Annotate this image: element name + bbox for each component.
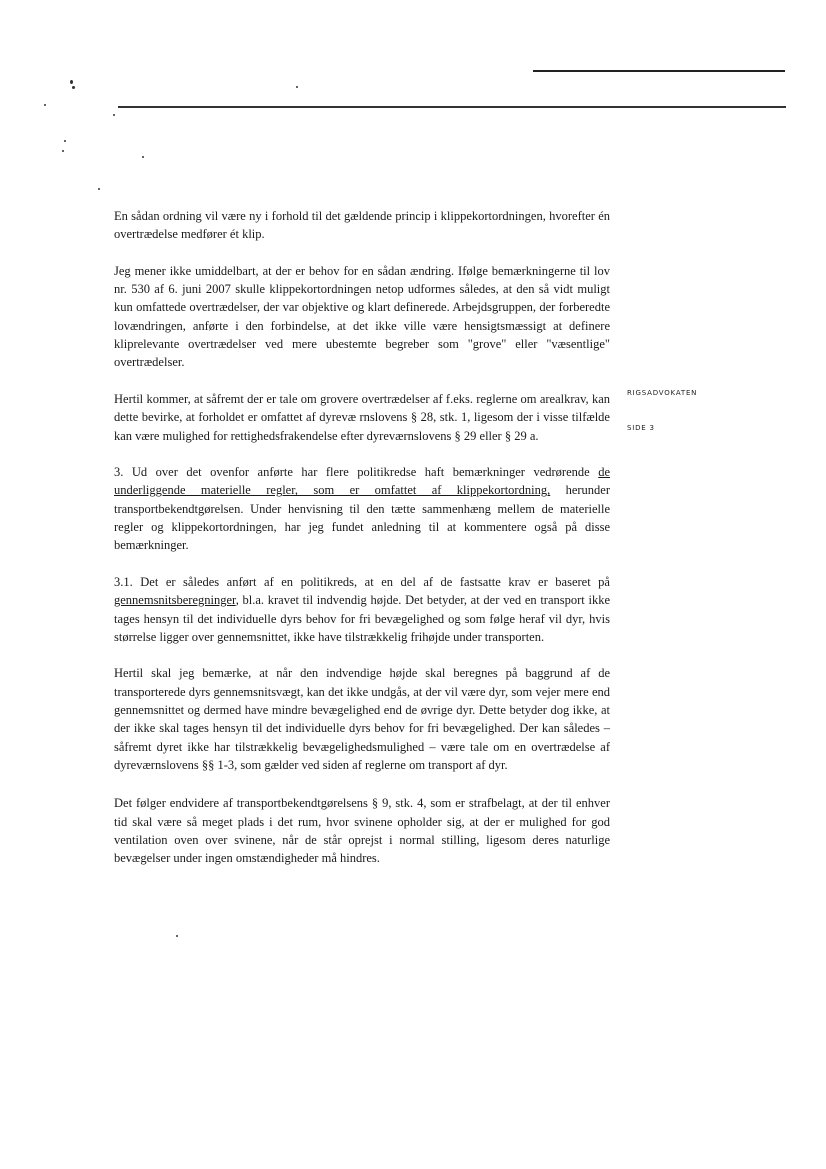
paragraph-5-text: 3.1. Det er således anført af en politikreds, at en del af de fastsatte krav er baseret på <box>114 574 610 589</box>
scan-speck <box>176 935 178 937</box>
scan-speck <box>296 86 298 88</box>
paragraph-7: Det følger endvidere af transportbekendtgørelsens § 9, stk. 4, som er strafbelagt, at der til enhver tid skal være så meget plads i det rum, hvor svinene opholder sig, at der er mulighed for god ventilation oven over svinene, når de står oprejst i normal stilling, ligesom deres naturlige bevægelser under ingen omstændigheder må hindres. <box>114 796 610 866</box>
paragraph-3: Hertil kommer, at såfremt der er tale om grovere overtrædelser af f.eks. reglerne om arealkrav, kan dette bevirke, at forholdet er omfattet af dyrevæ rnslovens § 28, stk. 1, ligesom der i visse tilfælde kan være mulighed for rettighedsfrakendelse efter dyreværnslovens § 29 eller § 29 a. <box>114 391 610 443</box>
paragraph-5-underlined: gennemsnitsberegninger <box>114 593 236 608</box>
header-rule-long <box>118 106 786 108</box>
sender-organization: RIGSADVOKATEN <box>627 389 698 397</box>
paragraph-4-underlined: de underliggende materielle regler, som er omfattet af klippekortordning, <box>114 465 610 498</box>
scan-speck <box>98 188 100 190</box>
scan-speck <box>142 156 144 158</box>
paragraph-4 <box>114 463 610 554</box>
scan-speck <box>113 114 115 116</box>
paragraph-2: Jeg mener ikke umiddelbart, at der er behov for en sådan ændring. Ifølge bemærkningerne til lov nr. 530 af 6. juni 2007 skulle klippekortordningen netop udformes således, at den så vidt muligt kun omfattede overtrædelser, der var objektive og klart definerede. Arbejdsgruppen, der forberedte lovændringen, anførte i den forbindelse, at det ikke ville være hensigtsmæssigt at definere kliprelevante overtrædelser ved mere ubestemte begreber som "grove" eller "væsentlige" overtrædelser. <box>114 263 610 370</box>
letter-body <box>114 207 610 886</box>
page-number: SIDE 3 <box>627 424 655 432</box>
paragraph-5-text-end: , bl.a. kravet til indvendig højde. Det betyder, at der ved en transport ikke tages hensyn til det individuelle dyrs behov for fri bevægelighed og som følge heraf vil dyr, hvis størrelse ligger over gennemsnittet, ikke have tilstrækkelig frihøjde under transporten. <box>114 593 610 644</box>
paragraph-6: Hertil skal jeg bemærke, at når den indvendige højde skal beregnes på baggrund af de transporterede dyrs gennemsnitsvægt, kan det ikke undgås, at der vil være dyr, som vejer mere end gennemsnittet og dermed have mindre bevægelighed end de øvrige dyr. Dette betyder dog ikke, at der ikke skal tages hensyn til det individuelle dyrs behov for fri bevægelighed. Der kan således – såfremt dyret ikke har tilstrækkelig bevægelighedsmulighed – være tale om en overtrædelse af dyreværnslovens §§ 1-3, som gælder ved siden af reglerne om transport af dyr. <box>114 666 610 772</box>
scan-speck <box>44 104 46 106</box>
paragraph-5 <box>114 573 610 646</box>
paragraph-1: En sådan ordning vil være ny i forhold til det gældende princip i klippekortordningen, hvorefter én overtrædelse medfører ét klip. <box>114 209 610 242</box>
paragraph-4-text-end: herunder transportbekendtgørelsen. Under henvisning til den tætte sammenhæng mellem de materielle regler og klippekortordningen, har jeg fundet anledning til at kommentere også på disse bemærkninger. <box>114 483 611 553</box>
paragraph-4-text: 3. Ud over det ovenfor anførte har flere politikredse haft bemærkninger vedrørende <box>114 465 599 480</box>
scan-speck <box>72 86 75 89</box>
scan-speck <box>70 80 73 84</box>
scan-speck <box>62 150 64 152</box>
scan-speck <box>64 140 66 142</box>
header-rule-short <box>533 70 785 72</box>
